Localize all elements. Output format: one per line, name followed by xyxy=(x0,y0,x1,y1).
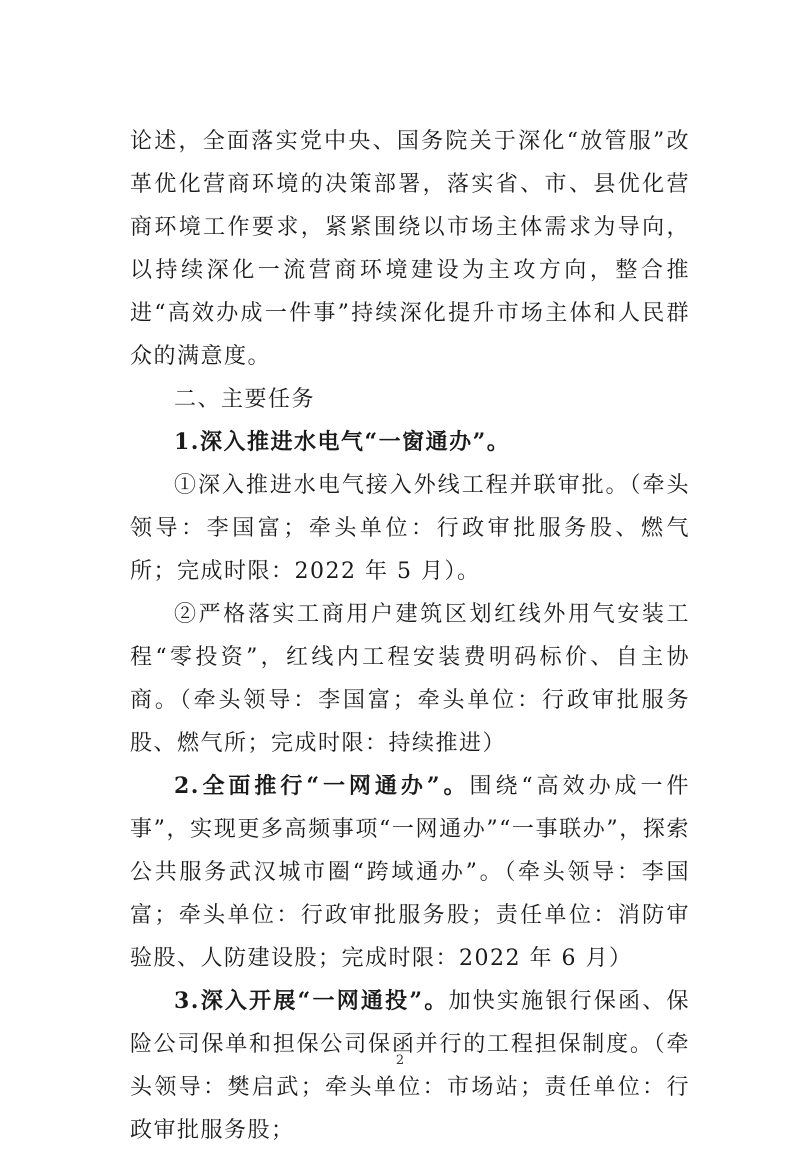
task-2-paragraph xyxy=(130,765,690,980)
intro-paragraph: 论述，全面落实党中央、国务院关于深化“放管服”改革优化营商环境的决策部署，落实省、市、县优化营商环境工作要求，紧紧围绕以市场主体需求为导向，以持续深化一流营商环境建设为主攻方向，整合推进“高效办成一件事”持续深化提升市场主体和人民群众的满意度。 xyxy=(130,129,690,369)
task-2-title: 2.全面推行“一网通办”。 xyxy=(174,773,470,799)
document-body xyxy=(130,120,690,1152)
task-1-item-2: ②严格落实工商用户建筑区划红线外用气安装工程“零投资”，红线内工程安装费明码标价、自主协商。（牵头领导：李国富；牵头单位：行政审批服务股、燃气所；完成时限：持续推进） xyxy=(130,602,690,756)
task-2-body: 围绕“高效办成一件事”，实现更多高频事项“一网通办”“一事联办”，探索公共服务武汉城市圈“跨域通办”。（牵头领导：李国富；牵头单位：行政审批服务股；责任单位：消防审验股、人防建设股；完成时限：2022 年 6 月） xyxy=(130,774,691,971)
page-number: 2 xyxy=(395,1053,405,1068)
task-3-title: 3.深入开展“一网通投”。 xyxy=(174,988,449,1014)
task-3-body: 加快实施银行保函、保险公司保单和担保公司保函并行的工程担保制度。（牵头领导：樊启武；牵头单位：市场站；责任单位：行政审批服务股； xyxy=(130,989,690,1143)
task-1-item-1: ①深入推进水电气接入外线工程并联审批。（牵头领导：李国富；牵头单位：行政审批服务股、燃气所；完成时限：2022 年 5 月）。 xyxy=(130,473,690,584)
section-heading: 二、主要任务 xyxy=(174,387,316,412)
task-1-title: 1.深入推进水电气“一窗通办”。 xyxy=(174,429,511,455)
